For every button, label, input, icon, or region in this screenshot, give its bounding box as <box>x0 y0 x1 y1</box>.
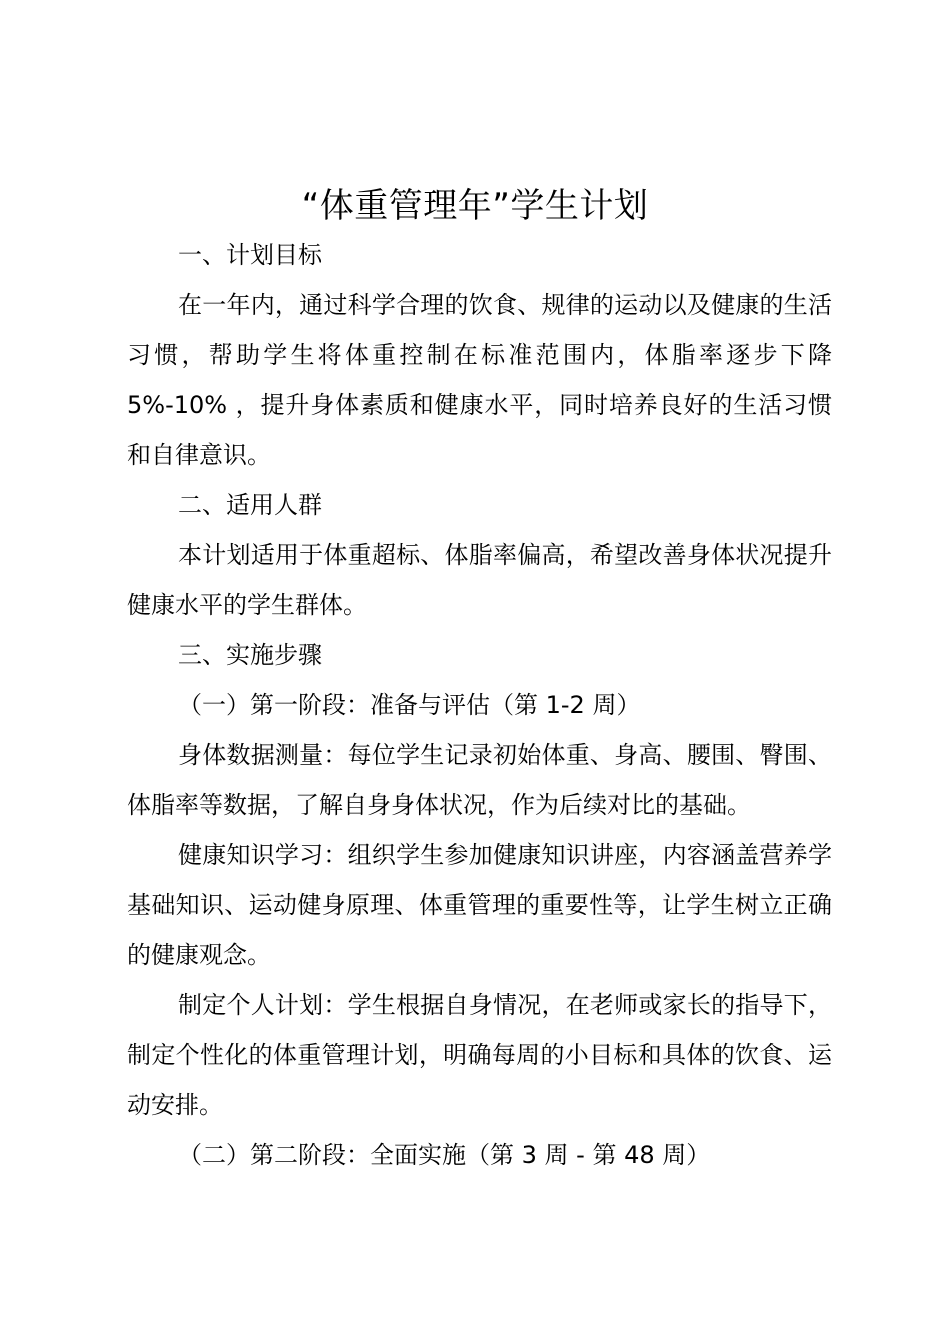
document-title: “体重管理年”学生计划 <box>301 186 649 226</box>
section-heading-goals: 一、计划目标 <box>178 241 322 269</box>
paragraph-audience: 本计划适用于体重超标、体脂率偏高，希望改善身体状况提升健康水平的学生群体。 <box>127 541 832 619</box>
paragraph-goals: 在一年内，通过科学合理的饮食、规律的运动以及健康的生活习惯，帮助学生将体重控制在标准范围内，体脂率逐步下降 5%-10% ，提升身体素质和健康水平，同时培养良好的生活习惯和自律意识。 <box>127 291 832 469</box>
subheading-phase-1: （一）第一阶段：准备与评估（第 1-2 周） <box>178 691 641 719</box>
paragraph-body-measurement: 身体数据测量：每位学生记录初始体重、身高、腰围、臀围、体脂率等数据，了解自身身体状况，作为后续对比的基础。 <box>127 741 832 819</box>
section-heading-audience: 二、适用人群 <box>178 491 322 519</box>
subheading-phase-2: （二）第二阶段：全面实施（第 3 周 - 第 48 周） <box>178 1141 711 1169</box>
paragraph-personal-plan: 制定个人计划：学生根据自身情况，在老师或家长的指导下，制定个性化的体重管理计划，明确每周的小目标和具体的饮食、运动安排。 <box>127 991 832 1119</box>
document-body <box>127 230 832 1180</box>
paragraph-health-knowledge: 健康知识学习：组织学生参加健康知识讲座，内容涵盖营养学基础知识、运动健身原理、体重管理的重要性等，让学生树立正确的健康观念。 <box>127 841 832 969</box>
section-heading-steps: 三、实施步骤 <box>178 641 322 669</box>
